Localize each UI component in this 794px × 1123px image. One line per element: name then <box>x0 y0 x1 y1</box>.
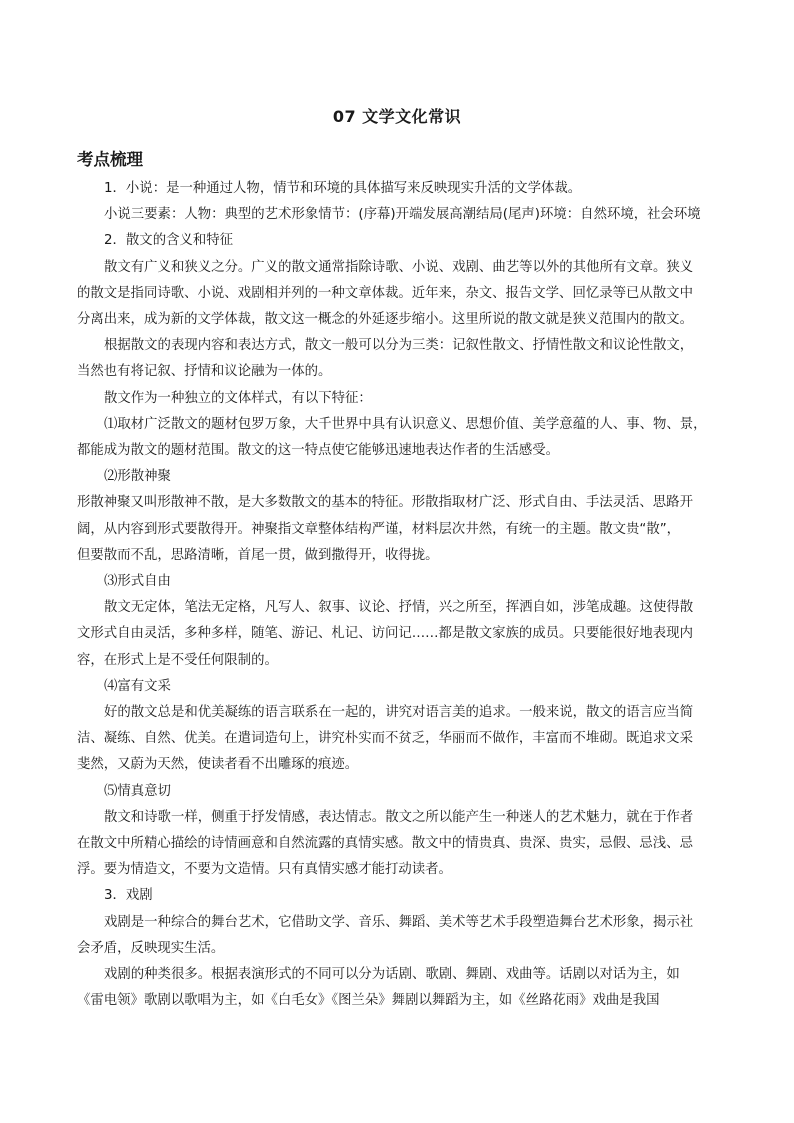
body-line: 散文有广义和狭义之分。广义的散文通常指除诗歌、小说、戏剧、曲艺等以外的其他所有文章。狭义 <box>104 259 694 275</box>
body-line: 散文和诗歌一样，侧重于抒发情感，表达情志。散文之所以能产生一种迷人的艺术魅力，就在于作者 <box>104 809 694 825</box>
document-title: 07 文学文化常识 <box>332 107 462 126</box>
body-line: 浮。要为情造文，不要为文造情。只有真情实感才能打动读者。 <box>77 862 452 878</box>
body-line: ⑶形式自由 <box>104 574 171 590</box>
body-line: 文形式自由灵活，多种多样，随笔、游记、札记、访问记……都是散文家族的成员。只要能很好地表现内 <box>77 626 693 642</box>
body-line: 都能成为散文的题材范围。散文的这一特点使它能够迅速地表达作者的生活感受。 <box>77 443 560 459</box>
body-line: 小说三要素：人物：典型的艺术形象情节：(序幕)开端发展高潮结局(尾声)环境：自然环境，社会环境 <box>104 207 701 223</box>
body-line: 《雷电领》歌剧以歌唱为主，如《白毛女》《图兰朵》舞剧以舞蹈为主，如《丝路花雨》戏曲是我国 <box>77 993 660 1009</box>
body-line: 3．戏剧 <box>104 888 153 904</box>
body-line: 戏剧是一种综合的舞台艺术，它借助文学、音乐、舞蹈、美术等艺术手段塑造舞台艺术形象，揭示社 <box>104 914 694 930</box>
body-line: 容，在形式上是不受任何限制的。 <box>77 652 278 668</box>
body-line: 1．小说：是一种通过人物，情节和环境的具体描写来反映现实升活的文学体裁。 <box>104 181 582 196</box>
body-line: 散文作为一种独立的文体样式，有以下特征： <box>104 390 372 406</box>
body-line: 2．散文的含义和特征 <box>104 233 234 249</box>
body-line: ⑴取材广泛散文的题材包罗万象，大千世界中具有认识意义、思想价值、美学意蕴的人、事、物、景， <box>104 416 707 432</box>
body-line: 但要散而不乱，思路清晰，首尾一贯，做到撒得开，收得拢。 <box>77 547 439 563</box>
body-line: 的散文是指同诗歌、小说、戏剧相并列的一种文章体裁。近年来，杂文、报告文学、回忆录等已从散文中 <box>77 285 693 301</box>
body-line: 斐然，又蔚为天然，使读者看不出雕琢的痕迹。 <box>77 757 359 773</box>
body-line: 洁、凝练、自然、优美。在遣词造句上，讲究朴实而不贫乏，华丽而不做作，丰富而不堆砌。既追求文采 <box>77 731 693 747</box>
body-line: 戏剧的种类很多。根据表演形式的不同可以分为话剧、歌剧、舞剧、戏曲等。话剧以对话为主，如 <box>104 967 680 983</box>
body-line: 形散神聚又叫形散神不散，是大多数散文的基本的特征。形散指取材广泛、形式自由、手法灵活、思路开 <box>77 495 693 511</box>
body-line: 散文无定体，笔法无定格，凡写人、叙事、议论、抒情，兴之所至，挥洒自如，涉笔成趣。这使得散 <box>104 600 694 616</box>
body-line: 会矛盾，反映现实生活。 <box>77 940 225 956</box>
body-line: 阔，从内容到形式要散得开。神聚指文章整体结构严谨，材料层次井然，有统一的主题。散文贵“散”， <box>77 521 681 537</box>
body-line: 根据散文的表现内容和表达方式，散文一般可以分为三类：记叙性散文、抒情性散文和议论性散文， <box>104 338 694 354</box>
body-line: 在散文中所精心描绘的诗情画意和自然流露的真情实感。散文中的情贵真、贵深、贵实，忌假、忌浅、忌 <box>77 836 693 852</box>
body-line: 当然也有将记叙、抒情和议论融为一体的。 <box>77 364 332 380</box>
body-line: 好的散文总是和优美凝练的语言联系在一起的，讲究对语言美的追求。一般来说，散文的语言应当简 <box>104 705 694 721</box>
body-line: ⑵形散神聚 <box>104 469 171 485</box>
body-line: ⑸情真意切 <box>104 783 171 799</box>
body-line: 分离出来，成为新的文学体裁，散文这一概念的外延逐步缩小。这里所说的散文就是狭义范围内的散文。 <box>77 312 693 328</box>
section-heading: 考点梳理 <box>77 150 143 169</box>
document-body <box>77 176 725 1015</box>
body-line: ⑷富有文采 <box>104 678 171 694</box>
